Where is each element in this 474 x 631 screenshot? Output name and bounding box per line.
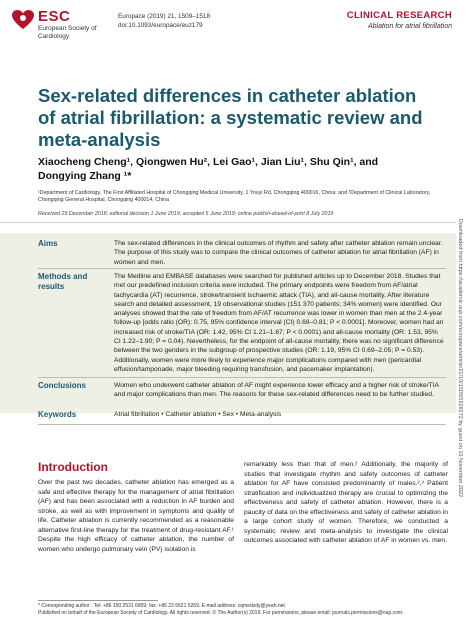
structured-abstract [0, 233, 456, 413]
abstract-separator [38, 377, 446, 378]
abstract-separator [38, 268, 446, 269]
footnote [38, 603, 448, 616]
divider [0, 222, 456, 223]
logo-name: ESC [38, 8, 71, 25]
publication-dates: Received 29 December 2018; editorial decision 1 June 2019; accepted 5 June 2019; online publish-ahead-of-print 8 July 2019 [38, 211, 334, 217]
methods-label: Methods and results [38, 272, 88, 291]
aims-label: Aims [38, 239, 58, 248]
keywords-text: Atrial fibrillation • Catheter ablation • Sex • Meta-analysis [114, 411, 282, 418]
divider [38, 424, 446, 425]
introduction-column-left: Over the past two decades, catheter ablation has emerged as a safe and effective therapy for the management of atrial fibrillation (AF) and has been associated with a reduction in AF burden and stroke, as well as with improvement in symptoms and quality of life. Catheter ablation is currently recommended as a reasonable alternative first-line therapy for the treatment of drug-resistant AF.¹ Despite the high efficacy of catheter ablation, the number of women who undergo pulmonary vein (PV) isolation is [38, 479, 234, 553]
copyright-notice: Published on behalf of the European Society of Cardiology. All rights reserved. © The Author(s) 2019. For permissions, please email: journals.permissions@oup.com. [38, 609, 404, 616]
article-title: Sex-related differences in catheter ablation of atrial fibrillation: a systematic review and meta-analysis [38, 85, 423, 150]
download-watermark-text: Downloaded from https://academic.oup.com/europace/article/21/10/1509/5528272 by guest on 10 November 2022 [457, 218, 463, 498]
corresponding-author: * Corresponding author . Tel: +86 150 2531 6809; fax: +86 23 6621 5269. E-mail address: cqmedzdy@yeah.net [38, 603, 285, 609]
methods-text: The Medline and EMBASE databases were searched for published articles up to December 2018. Studies that met our predefined inclusion criteria were included. The primary endpoints were freedom from AF/atrial tachycardia (AT) recurrence, stroke/transient ischaemic attack (TIA), and all-cause mortality. After literature search and detailed assessment, 19 observational studies (151 370 patients; 34% women) were identified. Our analyses showed that the rate of freedom from AF/AT recurrence was lower in women than men at the 2.4-year follow-up [odds ratio (OR): 0.75, 95% confidence interval (CI) 0.69–0.81; P < 0.0001]. Moreover, women had an increased risk of stroke/TIA (OR: 1.42, 95% CI 1.21–1.67; P < 0.0001) and all-cause mortality (OR: 1.53, 95% CI 1.22–1.90; P = 0.04). Nevertheless, for the endpoint of all-cause mortality, there was no significant difference between the two genders in the subgroup of prospective studies (OR: 1.19, 95% CI 0.69–2.05; P = 0.53). Additionally, women were more likely to experience major complications compared with men (pericardial effusion/tamponade, major bleeding requiring transfusion, and pacemaker implantation). [114, 273, 444, 373]
aims-text: The sex-related differences in the clinical outcomes of rhythm and safety after catheter ablation remain unclear. The purpose of this study was to compare the clinical outcomes of catheter ablation for atrial fibrillation (AF) in women and men. [114, 240, 443, 266]
keywords-label: Keywords [38, 410, 77, 419]
conclusions-label: Conclusions [38, 381, 87, 390]
author-list: Xiaocheng Cheng¹, Qiongwen Hu², Lei Gao¹, Jian Liu¹, Shu Qin¹, and Dongying Zhang ¹* [38, 156, 379, 182]
esc-heart-logo-icon [12, 10, 34, 30]
affiliations: ¹Department of Cardiology, The First Affiliated Hospital of Chongqing Medical University, 1 Youyi Rd, Chongqing 400016, China; and ²Department of Clinical Laboratory, Chongqing General Hospital, Chongqing 400014, China [38, 190, 431, 203]
citation [118, 12, 210, 30]
introduction-heading: Introduction [38, 460, 108, 474]
download-watermark [455, 150, 465, 570]
subsection-label: Ablation for atrial fibrillation [367, 23, 452, 30]
introduction-column-right: remarkably less than that of men.² Additionally, the majority of studies that investigate rhythm and safety outcomes of catheter ablation for AF have consisted predominantly of males.²,³ Patient stratification and individualized therapy are crucial to optimizing the effectiveness and safety of catheter ablation. However, there is a paucity of data on the effectiveness and safety of catheter ablation in a large cohort study of women. Therefore, we conducted a systematic review and meta-analysis to investigate the clinical outcomes associated with catheter ablation of AF in women vs. men. [244, 461, 448, 544]
conclusions-text: Women who underwent catheter ablation of AF might experience lower efficacy and a higher risk of stroke/TIA and major complications than men. The reasons for these sex-related differences need to be further studied. [114, 382, 439, 399]
citation-journal: Europace (2019) 21, 1509–1518 [118, 13, 211, 20]
logo-subtitle: European Society of Cardiology [38, 25, 97, 40]
citation-doi[interactable]: doi:10.1093/europace/euz179 [118, 22, 203, 29]
section-label: CLINICAL RESEARCH [346, 10, 452, 21]
footnote-rule [38, 600, 158, 601]
